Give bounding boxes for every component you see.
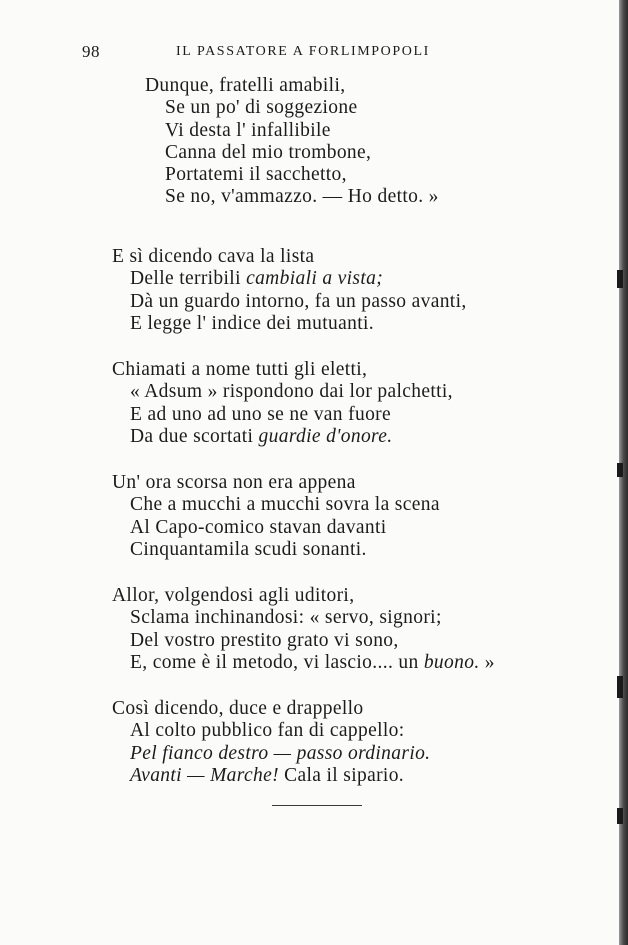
verse-text: Del vostro prestito grato vi sono, xyxy=(130,630,399,651)
verse-line xyxy=(130,314,374,334)
verse-text: Dà un guardo intorno, fa un passo avanti, xyxy=(130,291,467,312)
spine-mark xyxy=(617,808,623,824)
verse-line xyxy=(130,540,367,560)
verse-line xyxy=(165,165,347,185)
end-rule xyxy=(272,805,362,806)
verse-text: Se no, v'ammazzo. — Ho detto. » xyxy=(165,186,439,207)
verse-text: Sclama inchinandosi: « servo, signori; xyxy=(130,607,442,628)
verse-line xyxy=(130,653,495,673)
verse-text: Al Capo-comico stavan davanti xyxy=(130,517,387,538)
verse-line xyxy=(165,187,439,207)
verse-line xyxy=(130,495,440,515)
verse-line xyxy=(112,586,354,606)
verse-text: Che a mucchi a mucchi sovra la scena xyxy=(130,494,440,515)
verse-italic-text: buono. xyxy=(423,652,480,673)
verse-italic-text: Avanti — Marche! xyxy=(130,765,279,786)
verse-text: » xyxy=(479,652,495,673)
verse-text: E sì dicendo cava la lista xyxy=(112,246,315,267)
verse-italic-text: Pel fianco destro — passo ordinario. xyxy=(130,743,431,764)
running-head: IL PASSATORE A FORLIMPOPOLI xyxy=(176,44,430,59)
verse-italic-text: guardie d'onore. xyxy=(258,426,393,447)
verse-line xyxy=(145,76,345,96)
verse-line xyxy=(130,427,393,447)
verse-text: Delle terribili xyxy=(130,268,247,289)
verse-text: Allor, volgendosi agli uditori, xyxy=(112,585,355,606)
verse-text: Se un po' di soggezione xyxy=(165,97,358,118)
verse-text: Dunque, fratelli amabili, xyxy=(145,75,346,96)
verse-text: Così dicendo, duce e drappello xyxy=(112,698,364,719)
page-number: 98 xyxy=(82,42,100,61)
verse-line xyxy=(112,360,367,380)
verse-text: Vi desta l' infallibile xyxy=(165,120,331,141)
verse-line xyxy=(112,473,356,493)
verse-line xyxy=(165,121,331,141)
verse-line xyxy=(130,269,383,289)
verse-line xyxy=(165,143,371,163)
verse-line xyxy=(112,699,363,719)
verse-line xyxy=(112,247,314,267)
verse-text: E ad uno ad uno se ne van fuore xyxy=(130,404,392,425)
verse-text: E, come è il metodo, vi lascio.... un xyxy=(130,652,424,673)
verse-italic-text: cambiali a vista; xyxy=(246,268,384,289)
verse-line xyxy=(130,744,430,764)
verse-line xyxy=(130,405,391,425)
verse-line xyxy=(130,608,442,628)
verse-line xyxy=(130,382,453,402)
verse-text: E legge l' indice dei mutuanti. xyxy=(130,313,374,334)
verse-text: Da due scortati xyxy=(130,426,259,447)
verse-text: « Adsum » rispondono dai lor palchetti, xyxy=(130,381,453,402)
spine-mark xyxy=(617,270,623,288)
verse-text: Cinquantamila scudi sonanti. xyxy=(130,539,367,560)
verse-line xyxy=(130,631,399,651)
verse-line xyxy=(130,766,404,786)
verse-text: Un' ora scorsa non era appena xyxy=(112,472,356,493)
verse-text: Canna del mio trombone, xyxy=(165,142,372,163)
verse-text: Al colto pubblico fan di cappello: xyxy=(130,720,405,741)
verse-text: Cala il sipario. xyxy=(278,765,405,786)
spine-mark xyxy=(617,463,623,477)
verse-line xyxy=(130,518,387,538)
spine-mark xyxy=(617,676,623,698)
verse-text: Chiamati a nome tutti gli eletti, xyxy=(112,359,368,380)
verse-line xyxy=(130,292,467,312)
verse-line xyxy=(130,721,405,741)
verse-line xyxy=(165,98,357,118)
verse-text: Portatemi il sacchetto, xyxy=(165,164,347,185)
